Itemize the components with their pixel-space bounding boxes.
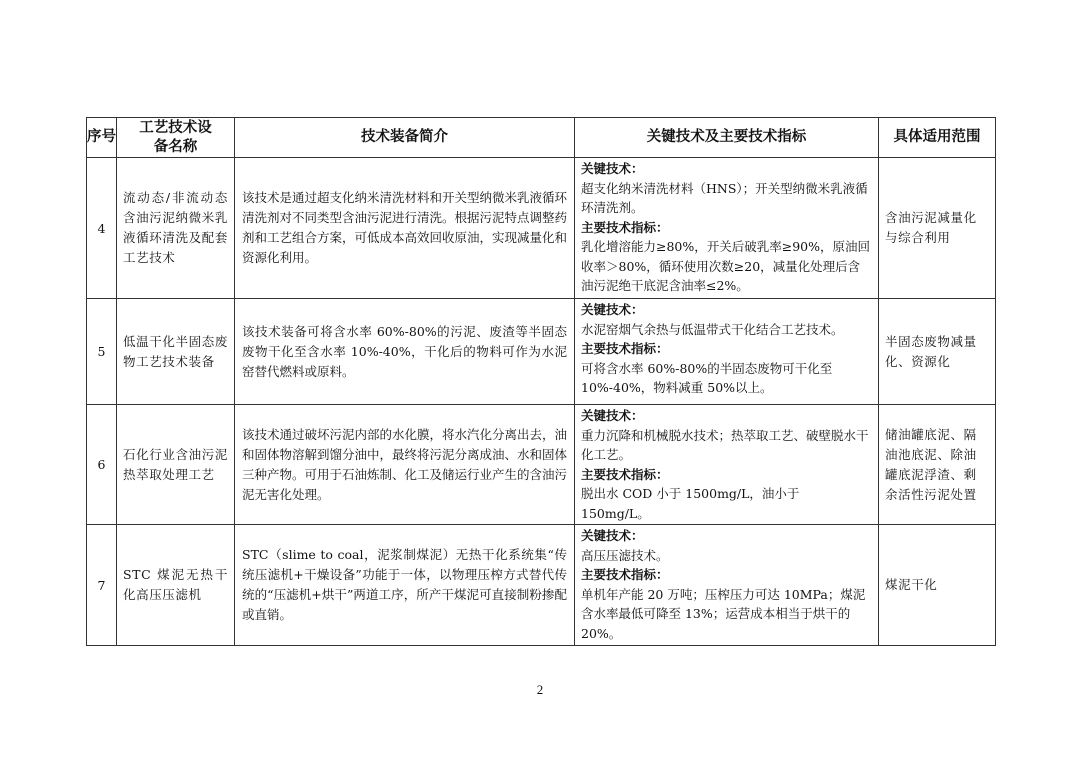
row-number: 7 [87,525,117,646]
tech-scope: 煤泥干化 [879,525,996,646]
header-scope: 具体适用范围 [879,118,996,158]
key-tech-label: 关键技术： [581,302,644,317]
table-row [87,405,996,525]
tech-description: 该技术是通过超支化纳米清洗材料和开关型纳微米乳液循环清洗剂对不同类型含油污泥进行清洗。根据污泥特点调整药剂和工艺组合方案，可低成本高效回收原油，实现减量化和资源化利用。 [235,158,575,299]
row-number: 6 [87,405,117,525]
indicator-text: 可将含水率 60%-80%的半固态废物可干化至 10%-40%，物料减重 50%以上。 [581,360,833,395]
table-row [87,299,996,405]
tech-scope: 半固态废物减量化、资源化 [879,299,996,405]
key-indicators [575,299,879,405]
tech-scope: 含油污泥减量化与综合利用 [879,158,996,299]
row-number: 5 [87,299,117,405]
table-row [87,158,996,299]
header-name: 工艺技术设备名称 [117,118,235,158]
tech-name: STC 煤泥无热干化高压压滤机 [117,525,235,646]
header-desc: 技术装备简介 [235,118,575,158]
indicator-label: 主要技术指标： [581,219,669,235]
table-row [87,525,996,646]
key-tech-label: 关键技术： [581,161,644,176]
key-tech-label: 关键技术： [581,528,644,543]
indicator-text: 乳化增溶能力≥80%，开关后破乳率≥90%，原油回收率＞80%，循环使用次数≥20，减量化处理后含油污泥绝干底泥含油率≤2%。 [581,239,871,293]
key-tech-label: 关键技术： [581,408,644,423]
tech-name: 流动态/非流动态含油污泥纳微米乳液循环清洗及配套工艺技术 [117,158,235,299]
header-index: 序号 [87,118,117,158]
row-number: 4 [87,158,117,299]
key-tech-text: 超支化纳米清洗材料（HNS）；开关型纳微米乳液循环清洗剂。 [581,180,868,215]
key-tech-text: 重力沉降和机械脱水技术；热萃取工艺、破壁脱水干化工艺。 [581,427,869,462]
page-number: 2 [536,682,544,697]
indicator-label: 主要技术指标： [581,466,669,482]
tech-scope: 储油罐底泥、隔油池底泥、除油罐底泥浮渣、剩余活性污泥处置 [879,405,996,525]
tech-name: 低温干化半固态废物工艺技术装备 [117,299,235,405]
header-key: 关键技术及主要技术指标 [575,118,879,158]
key-tech-text: 水泥窑烟气余热与低温带式干化结合工艺技术。 [581,321,844,337]
key-tech-text: 高压压滤技术。 [581,547,669,563]
key-indicators [575,158,879,299]
tech-description: STC（slime to coal，泥浆制煤泥）无热干化系统集“传统压滤机+干燥设备”功能于一体，以物理压榨方式替代传统的“压滤机+烘干”两道工序，所产干煤泥可直接制粉掺配或直销。 [235,525,575,646]
table-header-row [87,118,996,158]
tech-name: 石化行业含油污泥热萃取处理工艺 [117,405,235,525]
tech-description: 该技术通过破坏污泥内部的水化膜，将水汽化分离出去，油和固体物溶解到馏分油中，最终将污泥分离成油、水和固体三种产物。可用于石油炼制、化工及储运行业产生的含油污泥无害化处理。 [235,405,575,525]
indicator-label: 主要技术指标： [581,341,669,356]
technology-table [86,117,996,646]
key-indicators [575,405,879,525]
key-indicators [575,525,879,646]
indicator-text: 脱出水 COD 小于 1500mg/L，油小于 150mg/L。 [581,486,800,521]
indicator-label: 主要技术指标： [581,567,669,582]
tech-description: 该技术装备可将含水率 60%-80%的污泥、废渣等半固态废物干化至含水率 10%-40%，干化后的物料可作为水泥窑替代燃料或原料。 [235,299,575,405]
indicator-text: 单机年产能 20 万吨；压榨压力可达 10MPa；煤泥含水率最低可降至 13%；运营成本相当于烘干的 20%。 [581,586,866,641]
